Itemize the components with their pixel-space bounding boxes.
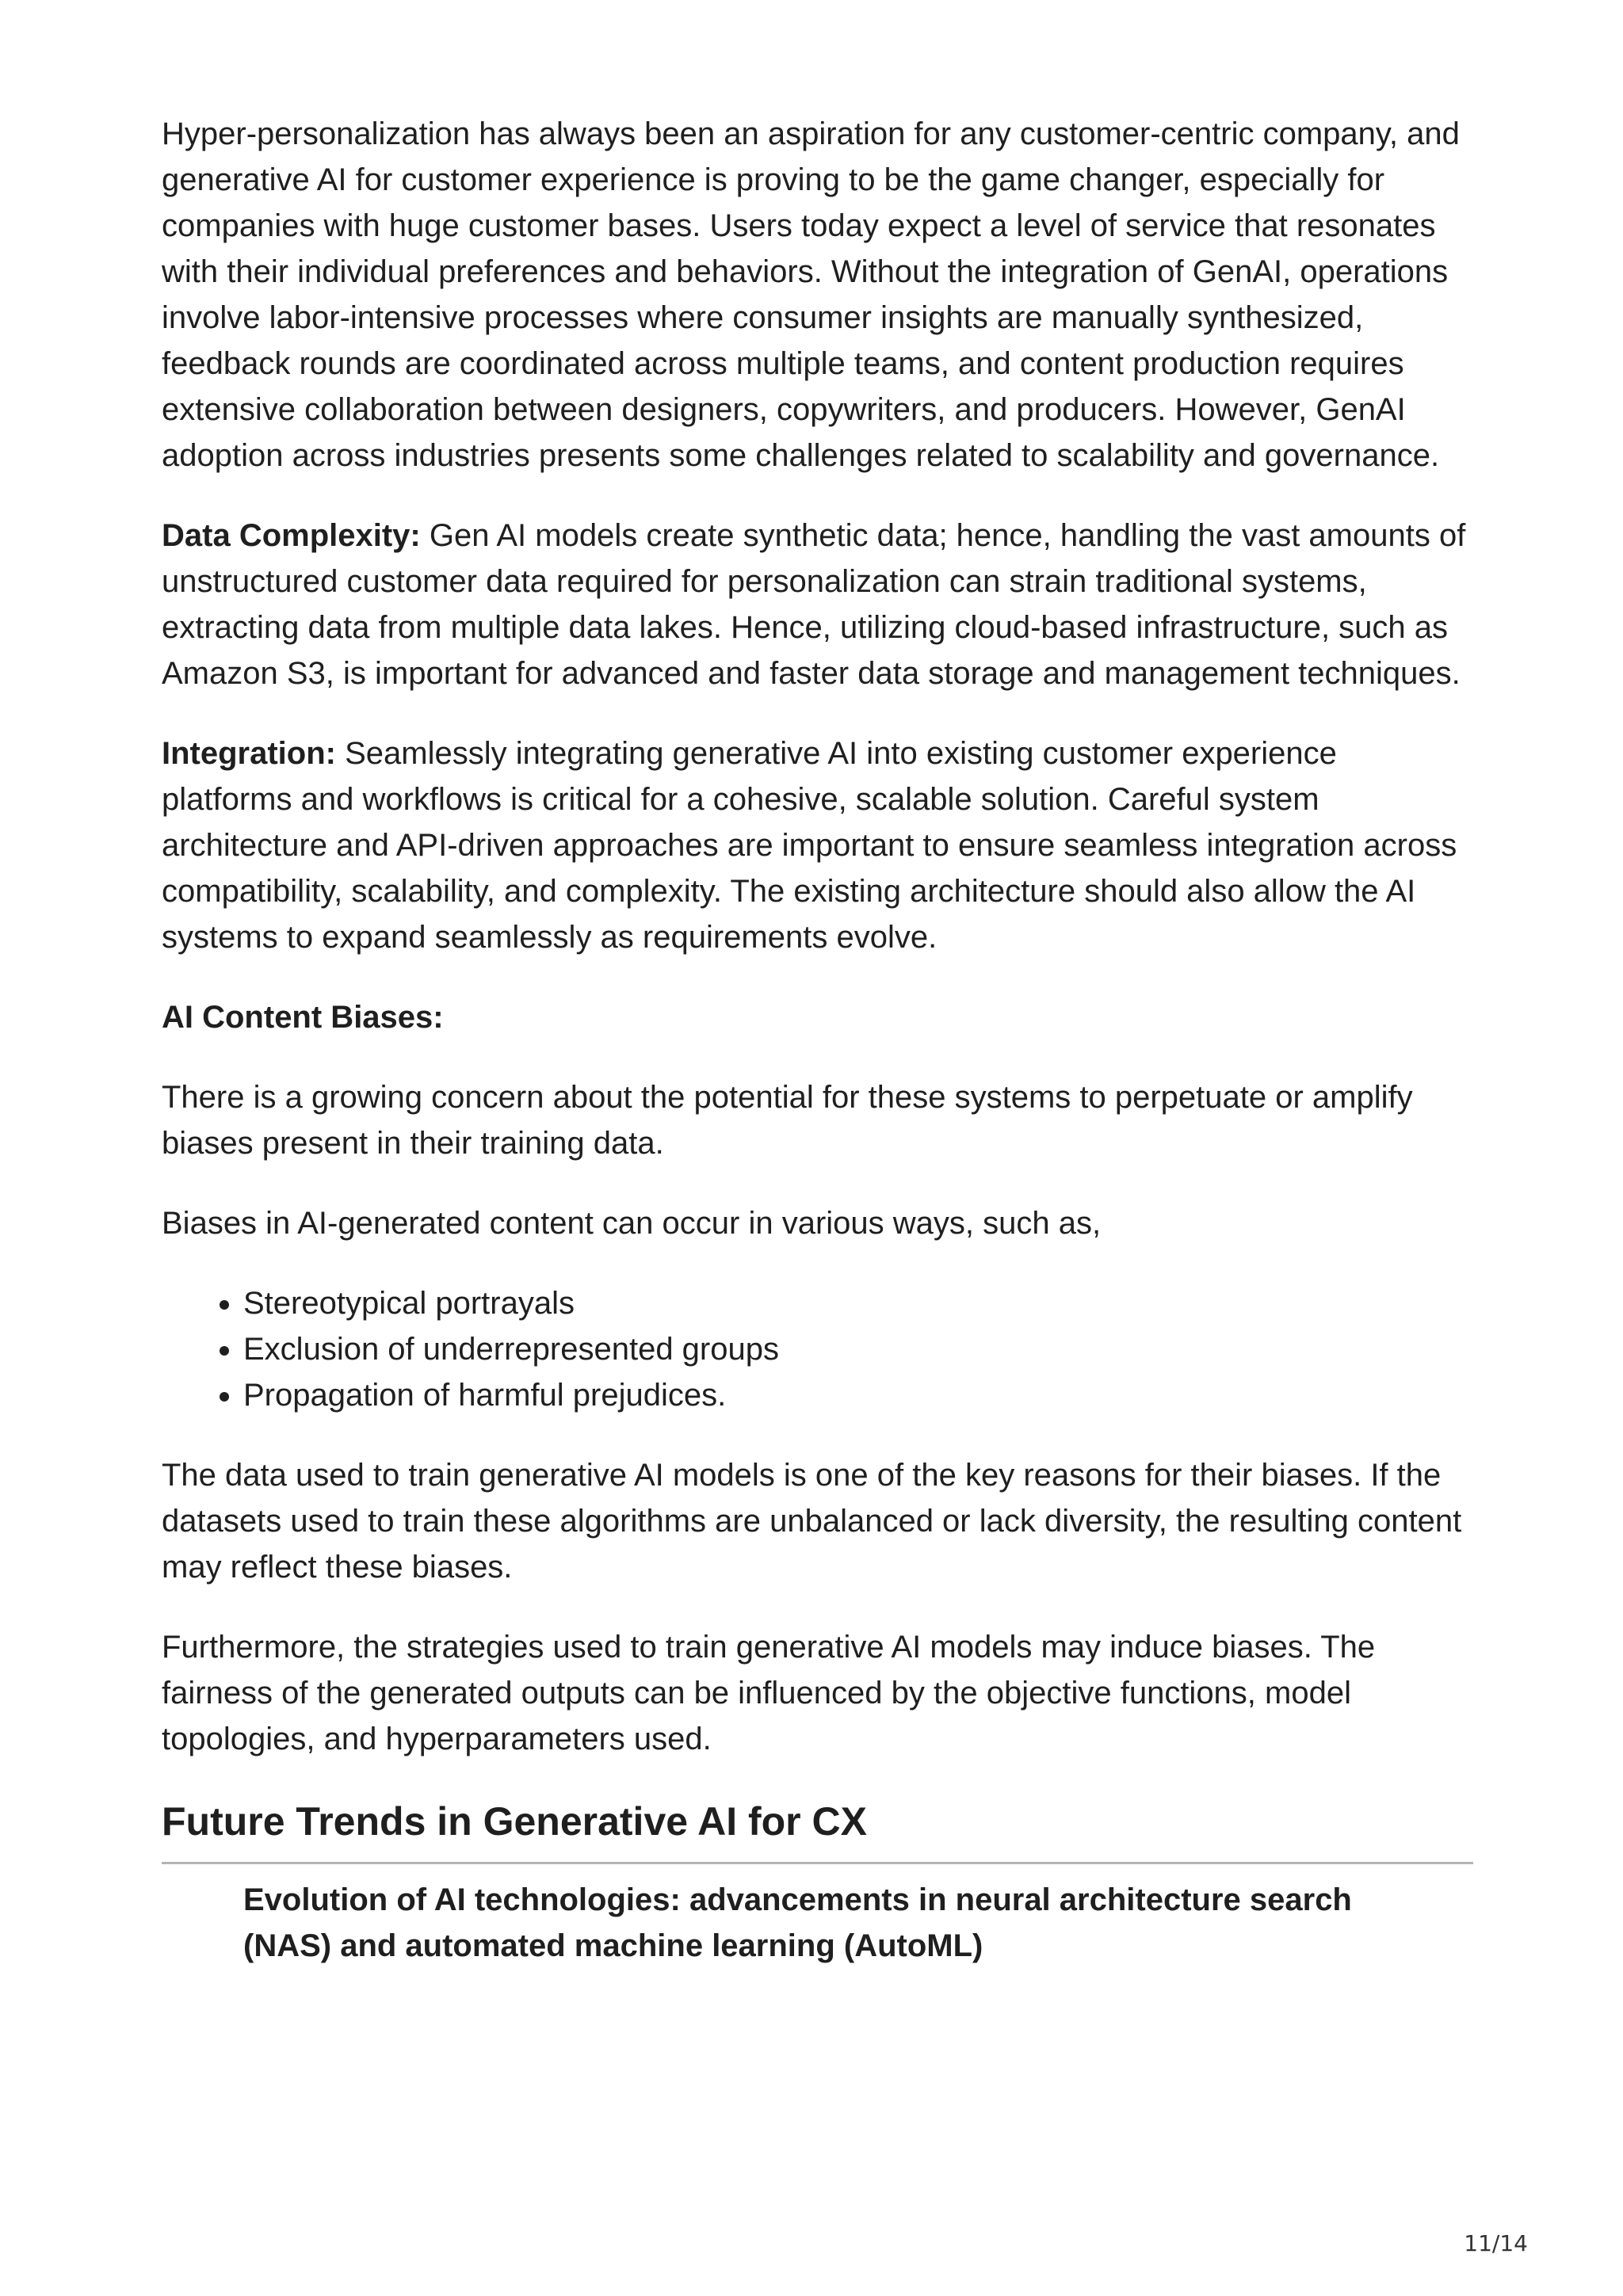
training-data-paragraph: The data used to train generative AI models is one of the key reasons for their biases. If the datasets used to train these algorithms are unbalanced or lack diversity, the resulting content may reflect these biases. — [162, 1458, 1462, 1585]
section-title: Future Trends in Generative AI for CX — [162, 1799, 867, 1844]
page-number: 11/14 — [1464, 2230, 1528, 2256]
section-divider — [162, 1862, 1473, 1864]
bias-heading: AI Content Biases: — [162, 1000, 444, 1035]
bias-list — [162, 1280, 1473, 1418]
article-body — [162, 111, 1473, 1969]
integration-paragraph — [162, 730, 1473, 960]
list-item: • Exclusion of underrepresented groups — [243, 1326, 1473, 1372]
integration-text: Seamlessly integrating generative AI into existing customer experience platforms and workflows is critical for a cohesive, scalable solution. Careful system architecture and API-driven approaches are important to ensure seamless integration across compatibility, scalability, and complexity. The existing architecture should also allow the AI systems to expand seamlessly as requirements evolve. — [162, 736, 1457, 955]
bias-ways-paragraph: Biases in AI-generated content can occur in various ways, such as, — [162, 1206, 1102, 1241]
intro-paragraph: Hyper-personalization has always been an aspiration for any customer-centric company, and generative AI for customer experience is proving to be the game changer, especially for companies with huge customer bases. Users today expect a level of service that resonates with their individual preferences and behaviors. Without the integration of GenAI, operations involve labor-intensive processes where consumer insights are manually synthesized, feedback rounds are coordinated across multiple teams, and content production requires extensive collaboration between designers, copywriters, and producers. However, GenAI adoption across industries presents some challenges related to scalability and governance. — [162, 116, 1460, 473]
list-item: • Stereotypical portrayals — [243, 1280, 1473, 1326]
bias-concern-paragraph: There is a growing concern about the potential for these systems to perpetuate or amplify biases present in their training data. — [162, 1080, 1413, 1161]
section-subtitle: Evolution of AI technologies: advancements in neural architecture search (NAS) and automated machine learning (AutoML) — [243, 1882, 1352, 1963]
data-complexity-text: Gen AI models create synthetic data; hence, handling the vast amounts of unstructured customer data required for personalization can strain traditional systems, extracting data from multiple data lakes. Hence, utilizing cloud-based infrastructure, such as Amazon S3, is important for advanced and faster data storage and management techniques. — [162, 518, 1466, 691]
list-item: • Propagation of harmful prejudices. — [243, 1372, 1473, 1418]
integration-label: Integration: — [162, 736, 336, 771]
data-complexity-paragraph — [162, 513, 1473, 696]
data-complexity-label: Data Complexity: — [162, 518, 421, 553]
strategies-paragraph: Furthermore, the strategies used to train generative AI models may induce biases. The fairness of the generated outputs can be influenced by the objective functions, model topologies, and hyperparameters used. — [162, 1630, 1376, 1756]
